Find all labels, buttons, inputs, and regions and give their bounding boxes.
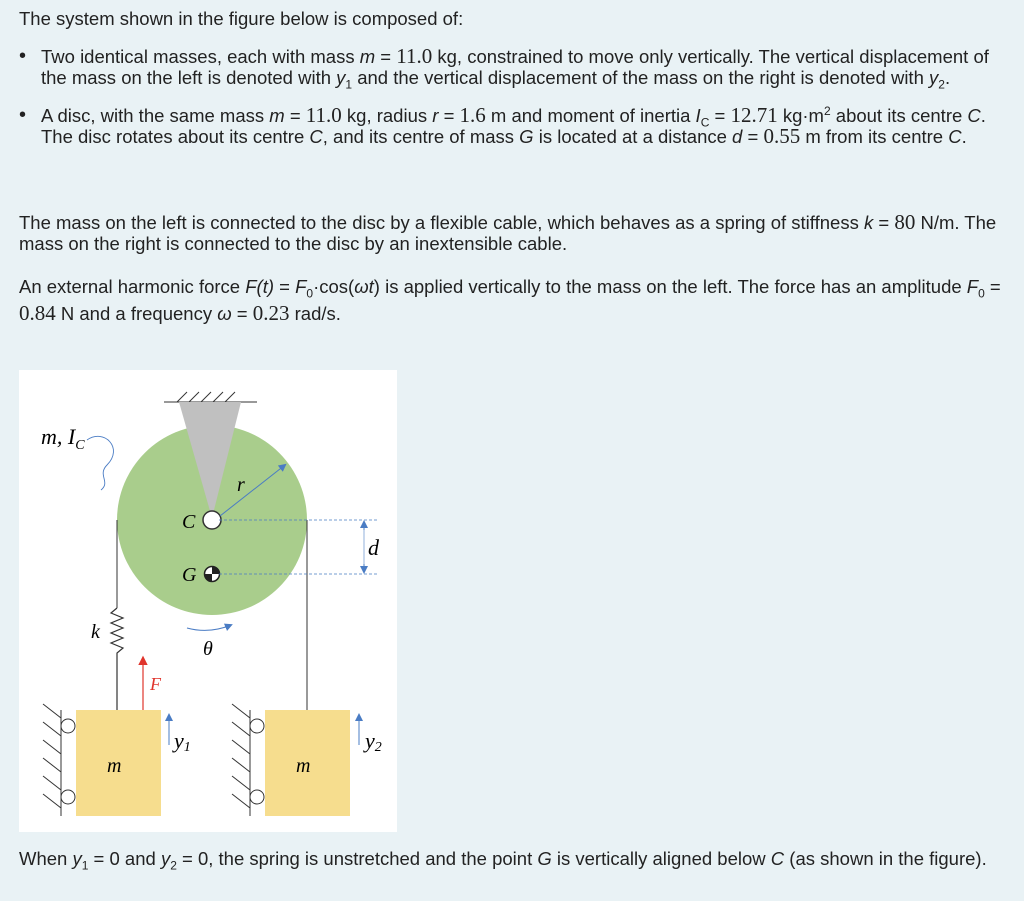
system-diagram	[19, 370, 397, 832]
label-theta: θ	[203, 638, 213, 660]
force-paragraph: An external harmonic force $F(t) = F_0\cdot\cos(\omega t)$ is applied vertically to the mass on the left. The force has an amplitude $F_0 = 0.84$ N and a frequency ω = 0.23 rad/s.	[19, 276, 1001, 325]
spring	[111, 608, 123, 710]
list-item-masses: • Two identical masses, each with mass m = 11.0 kg, constrained to move only vertically. The vertical displacement of the mass on the left is denoted with $y_1$ and the vertical displacement of the mass on the right is denoted with $y_2$.	[19, 46, 1009, 88]
theta-arrow	[187, 625, 231, 630]
cable-paragraph: The mass on the left is connected to the disc by a flexible cable, which behaves as a spring of stiffness k = 80 N/m. The mass on the right is connected to the disc by an inextensible cable.	[19, 210, 997, 254]
component-list	[19, 46, 1009, 147]
right-guide-wall	[232, 704, 264, 816]
label-d: d	[368, 535, 379, 560]
label-mass-inertia: m, $I_C$	[41, 424, 85, 453]
label-force: F	[150, 674, 161, 694]
label-k: k	[91, 621, 100, 643]
label-c: C	[182, 511, 196, 533]
label-y2: y2	[365, 728, 382, 755]
list-item-disc: • A disc, with the same mass m = 11.0 kg, radius r = 1.6 m and moment of inertia $I_C = 12.71$ $kg\cdot m^2$ about its centre C. The disc rotates about its centre C, and its centre of mass G is located at a distance d = 0.55 m from its centre C.	[19, 105, 1009, 147]
centre-c-marker	[203, 511, 221, 529]
label-y1: y1	[174, 728, 191, 755]
figure-caption: When $y_1 = 0$ and $y_2 = 0$, the spring is unstretched and the point G is vertically aligned below C (as shown in the figure).	[19, 848, 987, 873]
system-figure	[19, 370, 397, 832]
ceiling-support	[164, 392, 257, 402]
left-guide-wall	[43, 704, 75, 816]
label-mass-right: m	[296, 755, 311, 777]
centre-of-mass-marker	[205, 567, 220, 582]
label-r: r	[237, 474, 245, 496]
intro-text: The system shown in the figure below is composed of:	[19, 8, 464, 29]
label-pointer	[87, 436, 113, 490]
label-g: G	[182, 564, 197, 586]
label-mass-left: m	[107, 755, 122, 777]
